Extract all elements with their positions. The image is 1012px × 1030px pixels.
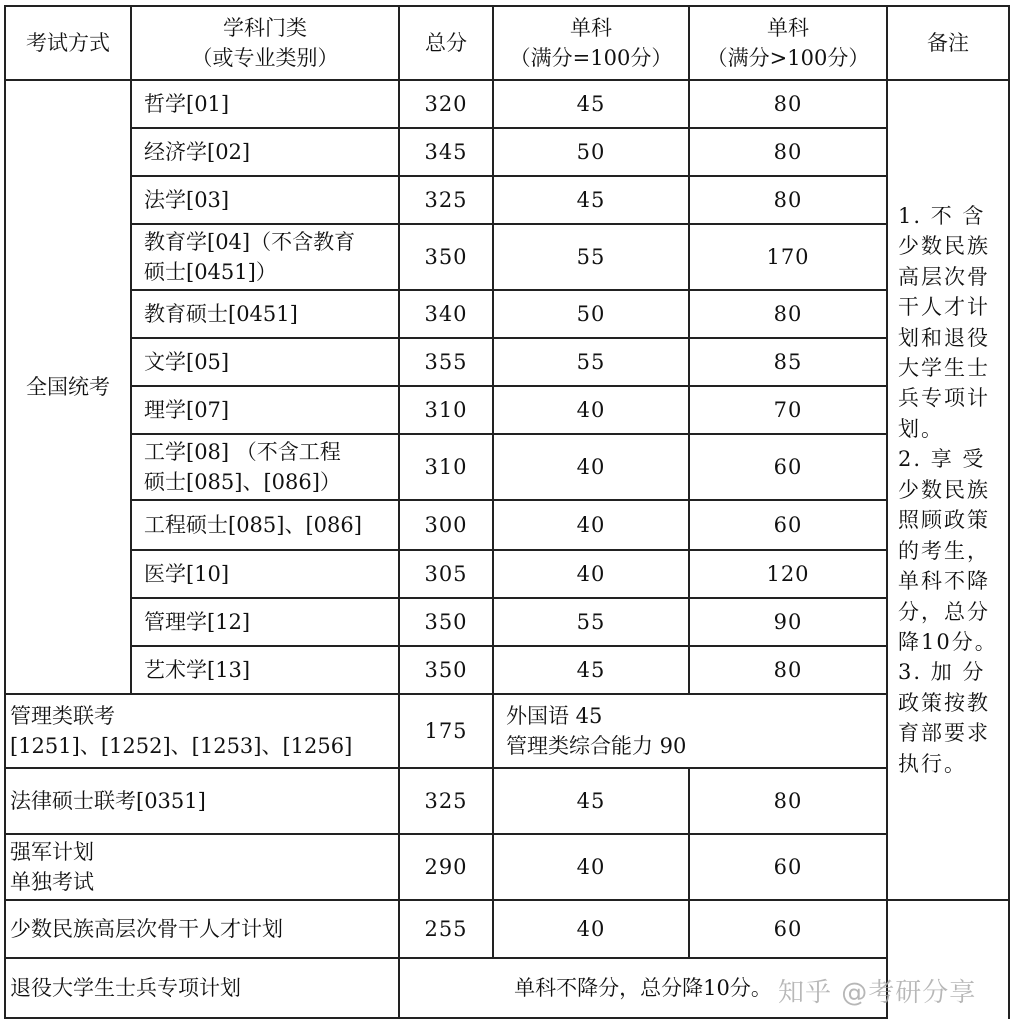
single-score-100: 40 [493, 500, 689, 550]
note-line: 育部要求 [898, 721, 990, 746]
note-line: 政策按教 [898, 690, 990, 715]
management-label-line2: [1251]、[1252]、[1253]、[1256] [10, 734, 353, 758]
score-table-wrapper [4, 5, 1010, 1019]
category-name: 教育硕士[0451] [131, 290, 399, 338]
table-row [5, 224, 1009, 290]
category-name-line2: 硕士[0451]） [144, 260, 277, 284]
single-score-100: 40 [493, 434, 689, 500]
note-line: 照顾政策 [898, 508, 990, 533]
note-line: 降10分。 [898, 629, 998, 654]
header-category-line1: 学科门类 [223, 15, 307, 40]
table-row [5, 500, 1009, 550]
single-score-over-100: 170 [689, 224, 887, 290]
table-row-law [5, 768, 1009, 834]
header-single-a [493, 6, 689, 80]
management-label-line1: 管理类联考 [10, 703, 115, 728]
single-score-100: 40 [493, 386, 689, 434]
single-score-100: 45 [493, 768, 689, 834]
header-category [131, 6, 399, 80]
veteran-exam-label: 退役大学生士兵专项计划 [5, 958, 399, 1018]
military-exam-label [5, 834, 399, 900]
total-score: 305 [399, 550, 493, 598]
management-single-scores [493, 694, 887, 768]
category-name-line1: 教育学[04]（不含教育 [144, 229, 356, 254]
law-exam-label: 法律硕士联考[0351] [5, 768, 399, 834]
score-line-table [4, 5, 1010, 1019]
table-row [5, 434, 1009, 500]
total-score: 340 [399, 290, 493, 338]
total-score: 310 [399, 386, 493, 434]
single-score-100: 45 [493, 176, 689, 224]
note-line: 3. 加 分 [898, 660, 986, 685]
minority-exam-label: 少数民族高层次骨干人才计划 [5, 900, 399, 958]
total-score: 320 [399, 80, 493, 128]
header-row [5, 6, 1009, 80]
category-name-line1: 工学[08] （不含工程 [144, 439, 341, 464]
note-line: 高层次骨 [898, 264, 990, 289]
military-label-line2: 单独考试 [10, 870, 94, 894]
header-single-b-line2: （满分>100分） [706, 46, 870, 70]
single-score-100: 40 [493, 834, 689, 900]
military-label-line1: 强军计划 [10, 839, 94, 864]
header-single-a-line1: 单科 [570, 15, 612, 40]
single-score-100: 45 [493, 646, 689, 694]
note-line: 少数民族 [898, 477, 990, 502]
table-row [5, 386, 1009, 434]
management-exam-label [5, 694, 399, 768]
header-category-line2: （或专业类别） [191, 46, 339, 70]
note-line: 干人才计 [898, 295, 990, 320]
category-name [131, 224, 399, 290]
single-score-over-100: 60 [689, 434, 887, 500]
table-row [5, 80, 1009, 128]
table-row-management [5, 694, 1009, 768]
category-name: 医学[10] [131, 550, 399, 598]
single-score-100: 55 [493, 224, 689, 290]
single-score-100: 40 [493, 550, 689, 598]
single-score-over-100: 80 [689, 176, 887, 224]
single-score-100: 45 [493, 80, 689, 128]
category-name [131, 434, 399, 500]
total-score: 350 [399, 598, 493, 646]
note-line: 单科不降 [898, 569, 990, 594]
single-score-over-100: 120 [689, 550, 887, 598]
table-row [5, 646, 1009, 694]
header-single-b [689, 6, 887, 80]
total-score: 175 [399, 694, 493, 768]
category-name: 管理学[12] [131, 598, 399, 646]
veteran-policy: 单科不降分，总分降10分。 [399, 958, 887, 1018]
total-score: 325 [399, 768, 493, 834]
total-score: 355 [399, 338, 493, 386]
note-line: 1. 不 含 [898, 203, 986, 228]
category-name: 哲学[01] [131, 80, 399, 128]
note-line: 大学生士 [898, 356, 990, 381]
category-name: 文学[05] [131, 338, 399, 386]
single-score-100: 55 [493, 598, 689, 646]
header-single-a-line2: （满分=100分） [509, 46, 673, 70]
table-row [5, 598, 1009, 646]
category-name: 法学[03] [131, 176, 399, 224]
note-line: 兵专项计 [898, 386, 990, 411]
note-line: 划和退役 [898, 325, 990, 350]
single-score-100: 50 [493, 290, 689, 338]
management-single-line1: 外国语 45 [506, 703, 603, 728]
table-row [5, 176, 1009, 224]
total-score: 300 [399, 500, 493, 550]
single-score-over-100: 80 [689, 646, 887, 694]
single-score-over-100: 60 [689, 900, 887, 958]
total-score: 345 [399, 128, 493, 176]
note-line: 分，总分 [898, 599, 990, 624]
single-score-over-100: 60 [689, 500, 887, 550]
category-name: 工程硕士[085]、[086] [131, 500, 399, 550]
single-score-over-100: 80 [689, 80, 887, 128]
note-line: 执行。 [898, 751, 967, 776]
note-line: 少数民族 [898, 234, 990, 259]
header-exam-type: 考试方式 [5, 6, 131, 80]
total-score: 310 [399, 434, 493, 500]
note-line: 2. 享 受 [898, 447, 986, 472]
single-score-over-100: 70 [689, 386, 887, 434]
table-row [5, 290, 1009, 338]
single-score-over-100: 90 [689, 598, 887, 646]
table-row [5, 128, 1009, 176]
header-single-b-line1: 单科 [767, 15, 809, 40]
note-line: 划。 [898, 416, 944, 441]
management-single-line2: 管理类综合能力 90 [506, 734, 687, 758]
category-name-line2: 硕士[085]、[086]） [144, 470, 341, 494]
table-row [5, 338, 1009, 386]
single-score-over-100: 60 [689, 834, 887, 900]
watermark: 知乎 @考研分享 [778, 978, 977, 1008]
category-name: 理学[07] [131, 386, 399, 434]
single-score-over-100: 80 [689, 290, 887, 338]
total-score: 290 [399, 834, 493, 900]
note-line: 的考生， [898, 538, 990, 563]
total-score: 325 [399, 176, 493, 224]
table-row-military [5, 834, 1009, 900]
notes-cell [887, 80, 1009, 900]
single-score-over-100: 85 [689, 338, 887, 386]
category-name: 艺术学[13] [131, 646, 399, 694]
single-score-100: 55 [493, 338, 689, 386]
total-score: 350 [399, 224, 493, 290]
single-score-over-100: 80 [689, 768, 887, 834]
national-exam-label: 全国统考 [5, 80, 131, 694]
table-row [5, 550, 1009, 598]
table-row-minority [5, 900, 1009, 958]
total-score: 350 [399, 646, 493, 694]
header-total: 总分 [399, 6, 493, 80]
single-score-over-100: 80 [689, 128, 887, 176]
header-notes: 备注 [887, 6, 1009, 80]
single-score-100: 40 [493, 900, 689, 958]
total-score: 255 [399, 900, 493, 958]
category-name: 经济学[02] [131, 128, 399, 176]
single-score-100: 50 [493, 128, 689, 176]
